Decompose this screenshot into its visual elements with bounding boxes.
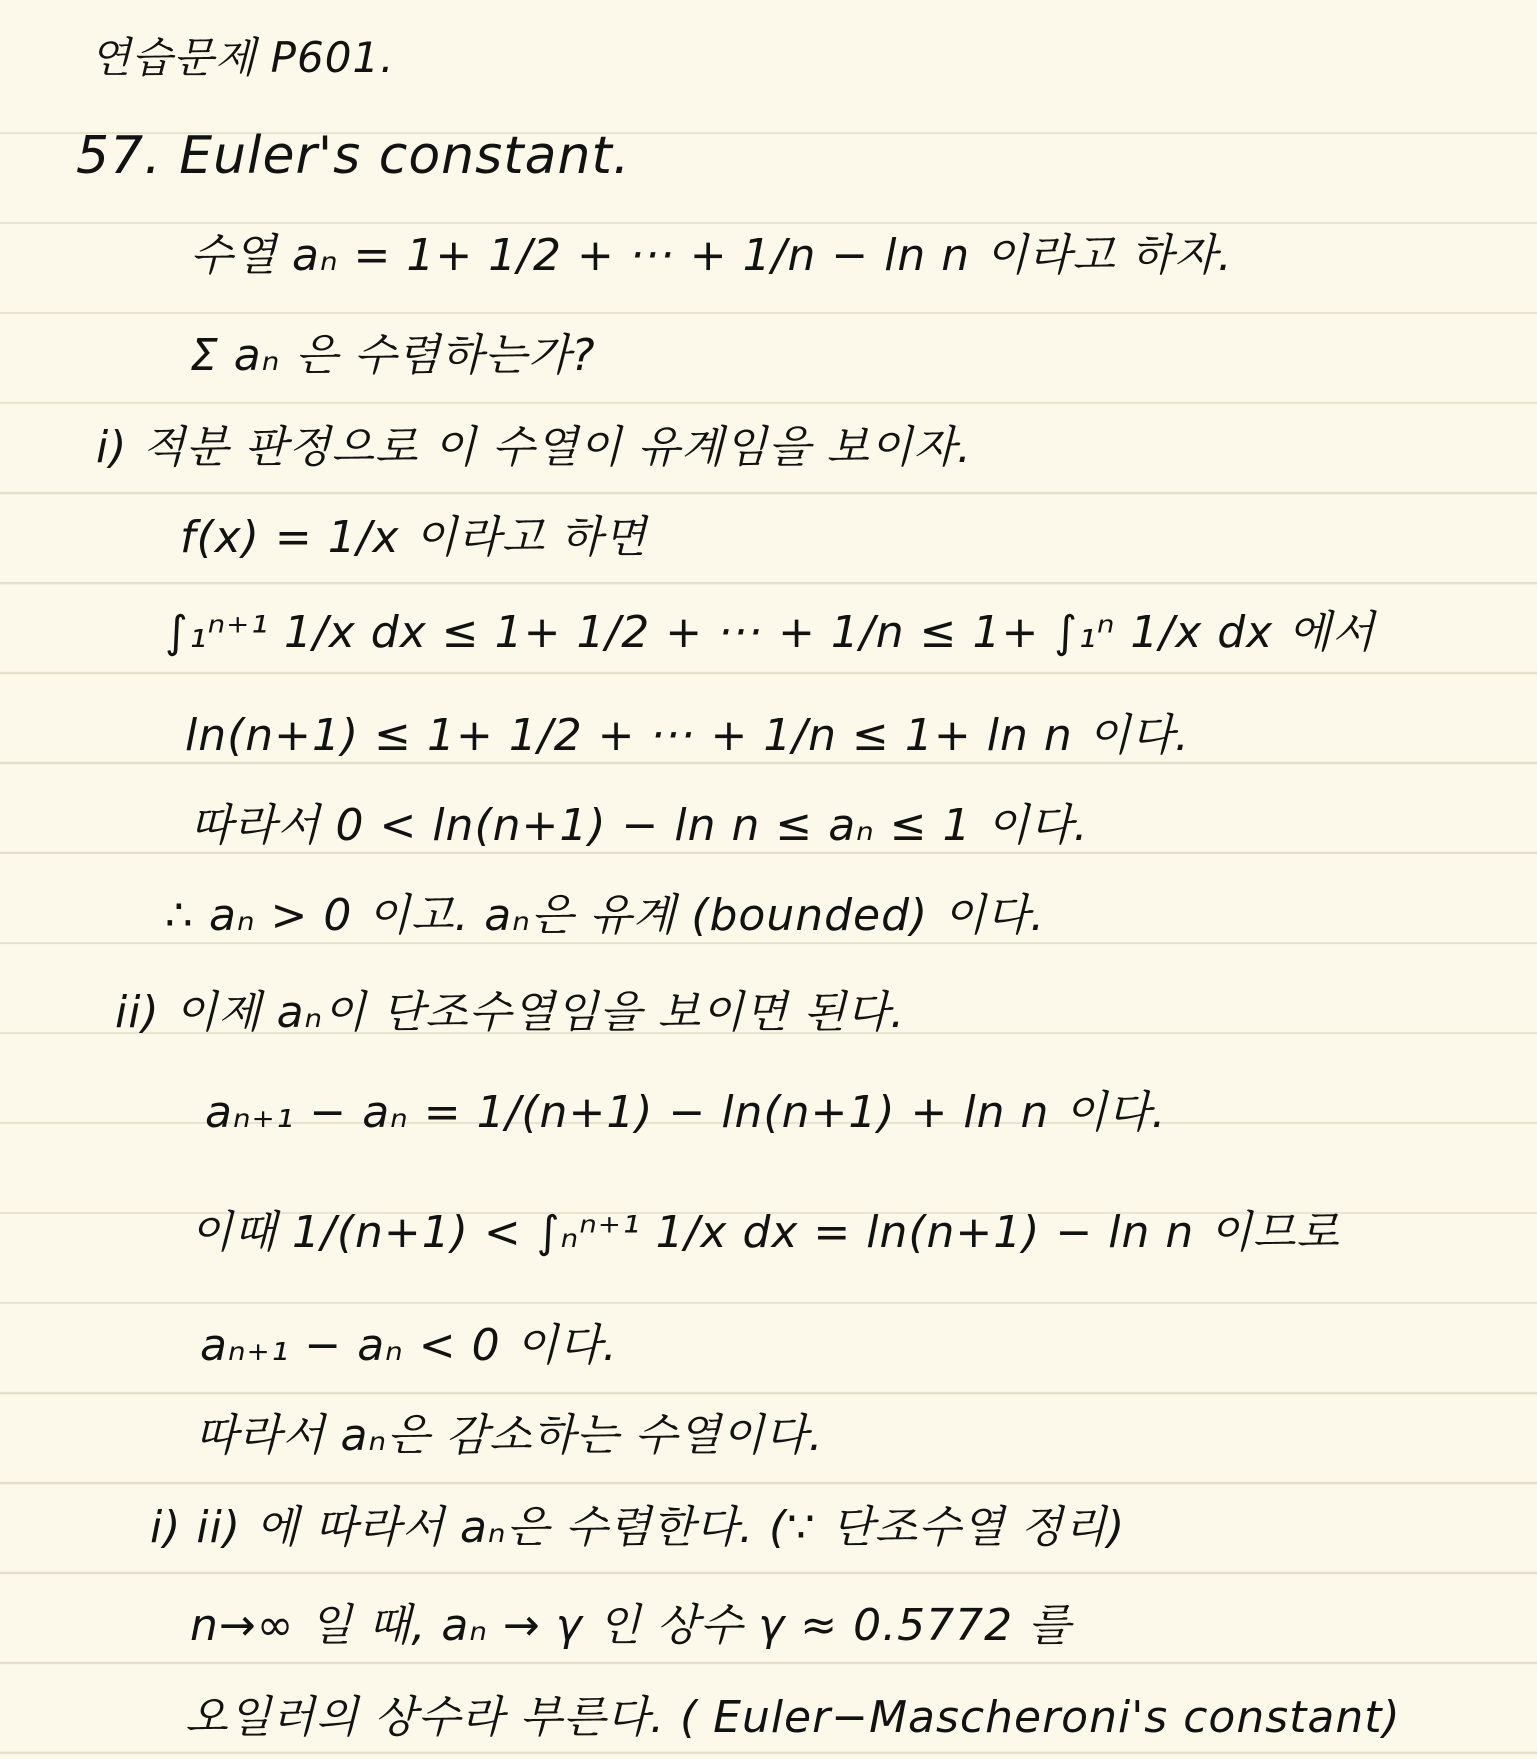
step-2-heading: ii) 이제 aₙ이 단조수열임을 보이면 된다.: [115, 987, 906, 1038]
decreasing-result: aₙ₊₁ − aₙ < 0 이다.: [200, 1320, 618, 1371]
difference-formula: aₙ₊₁ − aₙ = 1/(n+1) − ln(n+1) + ln n 이다.: [205, 1087, 1167, 1138]
log-inequality: ln(n+1) ≤ 1+ 1/2 + ··· + 1/n ≤ 1+ ln n 이다.: [185, 710, 1190, 761]
step-1-heading: i) 적분 판정으로 이 수열이 유계임을 보이자.: [96, 422, 972, 473]
question: Σ aₙ 은 수렴하는가?: [190, 330, 596, 381]
euler-constant-name: 오일러의 상수라 부른다. ( Euler−Mascheroni's constant): [185, 1692, 1401, 1743]
exercise-heading: 연습문제 P601.: [90, 33, 395, 82]
problem-title: 57. Euler's constant.: [76, 126, 631, 186]
convergence-conclusion: i) ii) 에 따라서 aₙ은 수렴한다. (∵ 단조수열 정리): [150, 1502, 1126, 1553]
decreasing-conclusion: 따라서 aₙ은 감소하는 수열이다.: [195, 1410, 824, 1461]
bounded-conclusion: ∴ aₙ > 0 이고. aₙ은 유계 (bounded) 이다.: [165, 890, 1046, 941]
integral-inequality: ∫₁ⁿ⁺¹ 1/x dx ≤ 1+ 1/2 + ··· + 1/n ≤ 1+ ∫₁ⁿ 1/x dx 에서: [165, 607, 1376, 658]
function-definition: f(x) = 1/x 이라고 하면: [180, 512, 648, 563]
sequence-definition: 수열 aₙ = 1+ 1/2 + ··· + 1/n − ln n 이라고 하자.: [190, 230, 1233, 281]
integral-comparison: 이때 1/(n+1) < ∫ₙⁿ⁺¹ 1/x dx = ln(n+1) − ln n 이므로: [190, 1207, 1340, 1258]
bound-result: 따라서 0 < ln(n+1) − ln n ≤ aₙ ≤ 1 이다.: [190, 800, 1089, 851]
limit-statement: n→∞ 일 때, aₙ → γ 인 상수 γ ≈ 0.5772 를: [190, 1600, 1072, 1651]
